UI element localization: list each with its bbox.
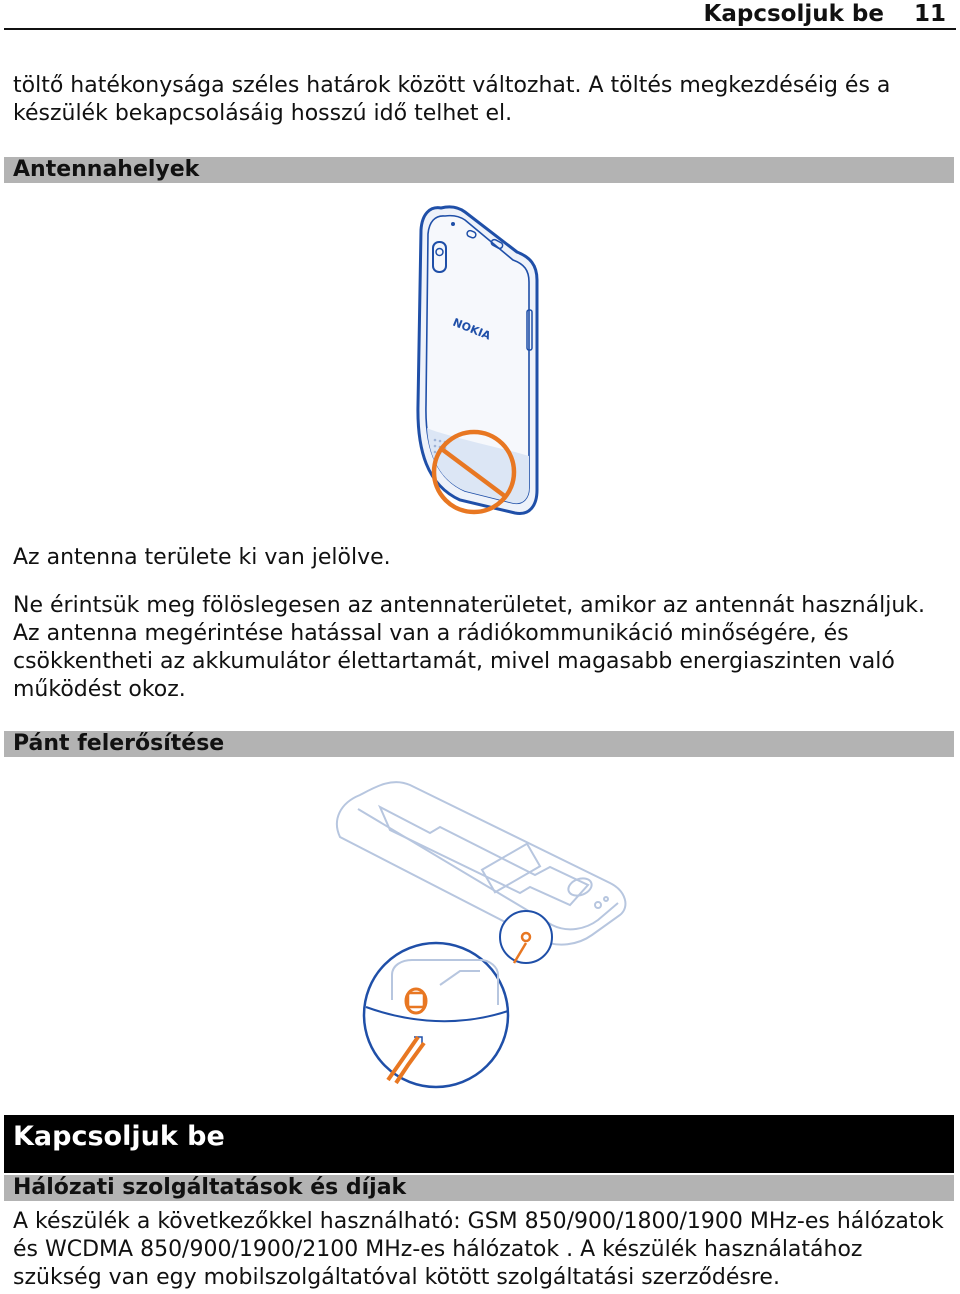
chapter-title: Kapcsoljuk be [13,1121,225,1152]
phone-body-drawing [337,782,626,945]
header-section-title: Kapcsoljuk be [703,1,884,27]
network-paragraph: A készülék a következőkkel használható: GSM 850/900/1800/1900 MHz-es hálózatok és WCDMA 850/900/1900/2100 MHz-es hálózatok . A készülék használatához szükség van egy mobilszolgáltatóval kötött szolgáltatási szerződésre. [13,1209,944,1290]
zoom-detail [364,911,552,1087]
page-header [0,0,960,29]
chapter-title-bar [4,1115,954,1173]
antenna-paragraph: Ne érintsük meg fölöslegesen az antennaterületet, amikor az antennát használjuk. Az antenna megérintése hatással van a rádiókommunikáció minőségére, és csökkentheti az akkumulátor élettartamát, mivel magasabb energiaszinten való működést okoz. [13,593,926,702]
intro-paragraph: töltő hatékonysága széles határok között változhat. A töltés megkezdéséig és a készülék bekapcsolásáig hosszú idő telhet el. [13,73,891,126]
network-heading-band [4,1175,954,1201]
antenna-heading: Antennahelyek [13,157,200,182]
page-number: 11 [913,1,946,27]
antenna-heading-band [4,157,954,183]
antenna-caption: Az antenna területe ki van jelölve. [13,545,391,570]
antenna-location-illustration [405,200,550,520]
header-rule [4,28,956,30]
strap-attachment-illustration [330,775,630,1095]
phone-brand-logo: NOKIA [450,315,493,343]
network-heading: Hálózati szolgáltatások és díjak [13,1175,407,1200]
strap-heading-band [4,731,954,757]
strap-heading: Pánt felerősítése [13,731,225,756]
